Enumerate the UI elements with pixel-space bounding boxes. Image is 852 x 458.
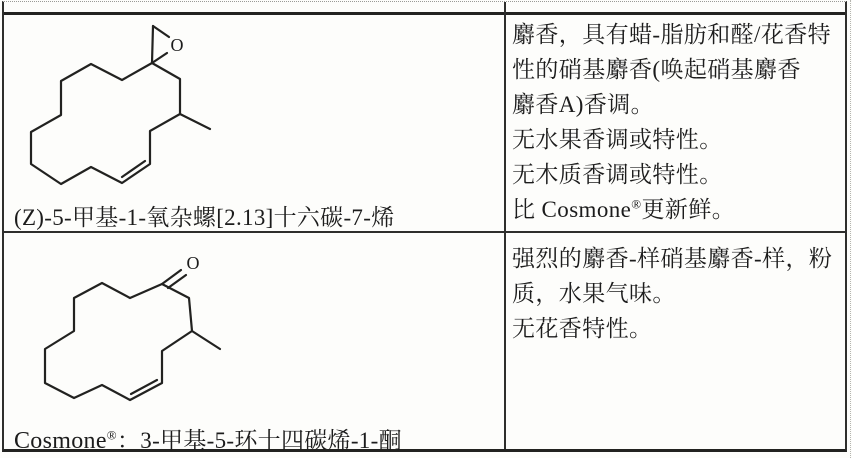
epoxide-bond-left bbox=[152, 26, 153, 63]
scan-page-edge-artifact bbox=[850, 0, 851, 458]
methyl-branch bbox=[180, 114, 210, 129]
description-line: 强烈的麝香-样硝基麝香-样，粉 bbox=[512, 246, 833, 271]
oxygen-atom-label: O bbox=[170, 35, 184, 55]
description-line: 无花香特性。 bbox=[512, 316, 653, 341]
epoxide-bond-right bbox=[152, 53, 167, 63]
macrocycle-ring bbox=[45, 283, 192, 400]
macrocycle-ring bbox=[31, 63, 180, 184]
description-ketone bbox=[512, 241, 846, 346]
epoxide-bond-top bbox=[153, 26, 169, 37]
description-line-comparison bbox=[512, 192, 846, 227]
methyl-branch bbox=[192, 331, 220, 349]
compound-name-epoxide bbox=[14, 199, 395, 232]
description-line: 无水果香调或特性。 bbox=[512, 127, 723, 152]
brand-name: Cosmone bbox=[14, 428, 107, 454]
description-line: 麝香，具有蜡-脂肪和醛/花香特 bbox=[512, 22, 832, 47]
description-line: 质，水果气味。 bbox=[512, 281, 676, 306]
compound-name-ketone bbox=[14, 422, 402, 455]
comparison-post: 更新鲜。 bbox=[641, 197, 736, 222]
oxygen-atom-label: O bbox=[186, 253, 200, 273]
column-divider bbox=[504, 2, 506, 449]
description-line: 性的硝基麝香(唤起硝基麝香 bbox=[512, 57, 801, 82]
molecule-structure-epoxide bbox=[12, 19, 232, 199]
registered-trademark-symbol: ® bbox=[631, 196, 642, 212]
compound-name-text: ：3-甲基-5-环十四碳烯-1-酮 bbox=[116, 428, 402, 453]
compound-comparison-table bbox=[2, 1, 847, 452]
row-divider-top bbox=[4, 12, 845, 15]
description-epoxide bbox=[512, 17, 846, 227]
molecule-structure-ketone bbox=[12, 249, 232, 429]
registered-trademark-symbol: ® bbox=[106, 427, 117, 443]
comparison-pre: 比 Cosmone bbox=[512, 197, 632, 222]
description-line: 麝香A)香调。 bbox=[512, 92, 655, 117]
description-line: 无木质香调或特性。 bbox=[512, 162, 723, 187]
compound-name-text: (Z)-5-甲基-1-氧杂螺[2.13]十六碳-7-烯 bbox=[14, 205, 395, 230]
